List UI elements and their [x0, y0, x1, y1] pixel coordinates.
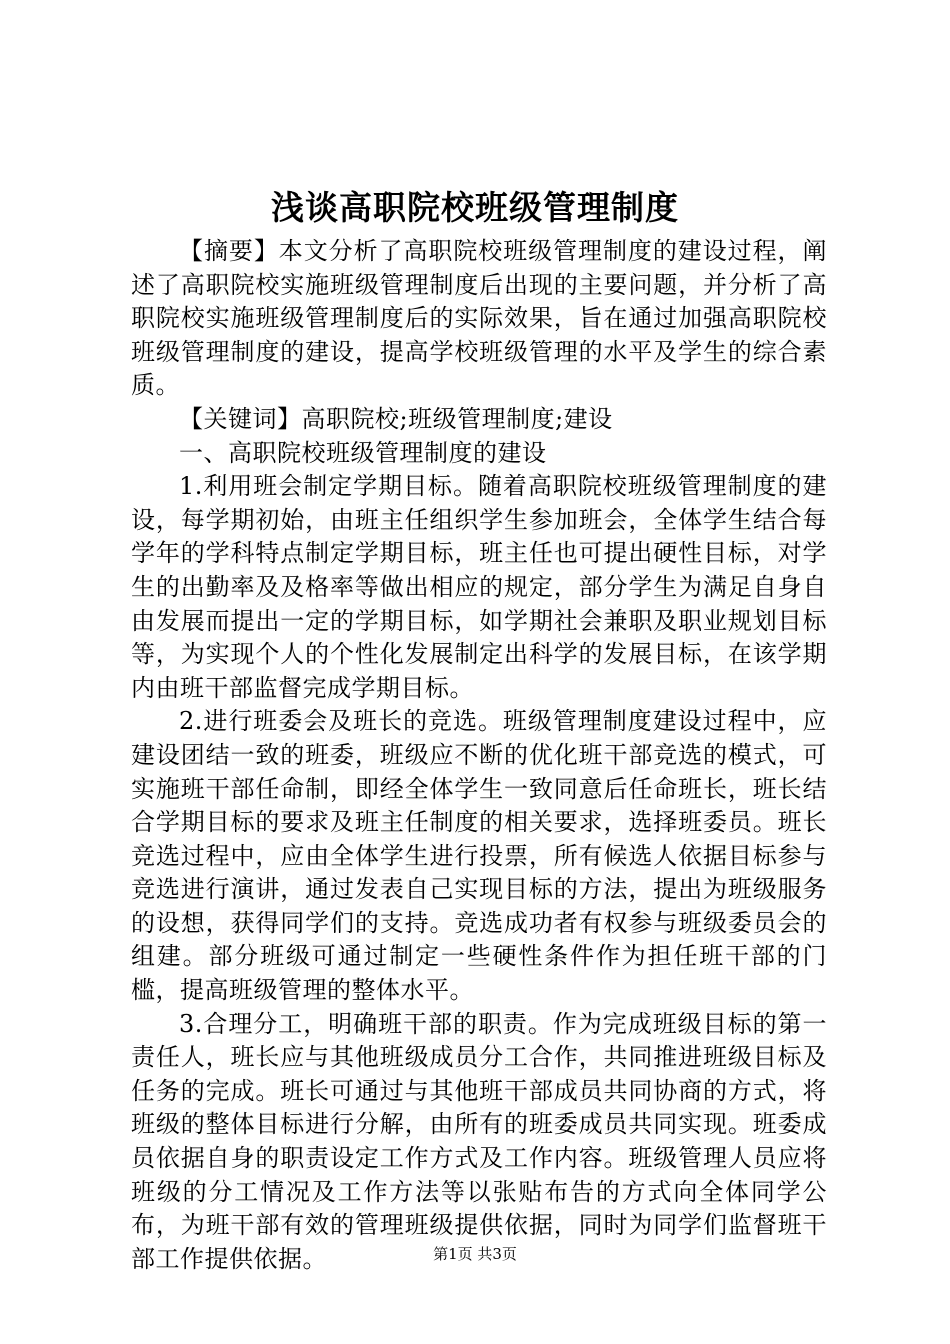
document-body: [131, 235, 827, 1276]
body-paragraph: 1.利用班会制定学期目标。随着高职院校班级管理制度的建设，每学期初始，由班主任组织学生参加班会，全体学生结合每学年的学科特点制定学期目标，班主任也可提出硬性目标，对学生的出勤率及及格率等做出相应的规定，部分学生为满足自身自由发展而提出一定的学期目标，如学期社会兼职及职业规划目标等，为实现个人的个性化发展制定出科学的发展目标，在该学期内由班干部监督完成学期目标。: [131, 472, 827, 702]
keywords-paragraph: 【关键词】高职院校;班级管理制度;建设: [179, 404, 613, 433]
abstract-paragraph: 【摘要】本文分析了高职院校班级管理制度的建设过程，阐述了高职院校实施班级管理制度后出现的主要问题，并分析了高职院校实施班级管理制度后的实际效果，旨在通过加强高职院校班级管理制度的建设，提高学校班级管理的水平及学生的综合素质。: [131, 237, 827, 400]
body-paragraph: 2.进行班委会及班长的竞选。班级管理制度建设过程中，应建设团结一致的班委，班级应不断的优化班干部竞选的模式，可实施班干部任命制，即经全体学生一致同意后任命班长，班长结合学期目标的要求及班主任制度的相关要求，选择班委员。班长竞选过程中，应由全体学生进行投票，所有候选人依据目标参与竞选进行演讲，通过发表自己实现目标的方法，提出为班级服务的设想，获得同学们的支持。竞选成功者有权参与班级委员会的组建。部分班级可通过制定一些硬性条件作为担任班干部的门槛，提高班级管理的整体水平。: [131, 707, 827, 1005]
page-footer: 第1页 共3页: [433, 1245, 517, 1263]
body-paragraph: 3.合理分工，明确班干部的职责。作为完成班级目标的第一责任人，班长应与其他班级成员分工合作，共同推进班级目标及任务的完成。班长可通过与其他班干部成员共同协商的方式，将班级的整体目标进行分解，由所有的班委成员共同实现。班委成员依据自身的职责设定工作方式及工作内容。班级管理人员应将班级的分工情况及工作方法等以张贴布告的方式向全体同学公布，为班干部有效的管理班级提供依据，同时为同学们监督班干部工作提供依据。: [131, 1009, 827, 1273]
section-heading: 一、高职院校班级管理制度的建设: [179, 438, 547, 467]
document-title: 浅谈高职院校班级管理制度: [271, 188, 679, 227]
